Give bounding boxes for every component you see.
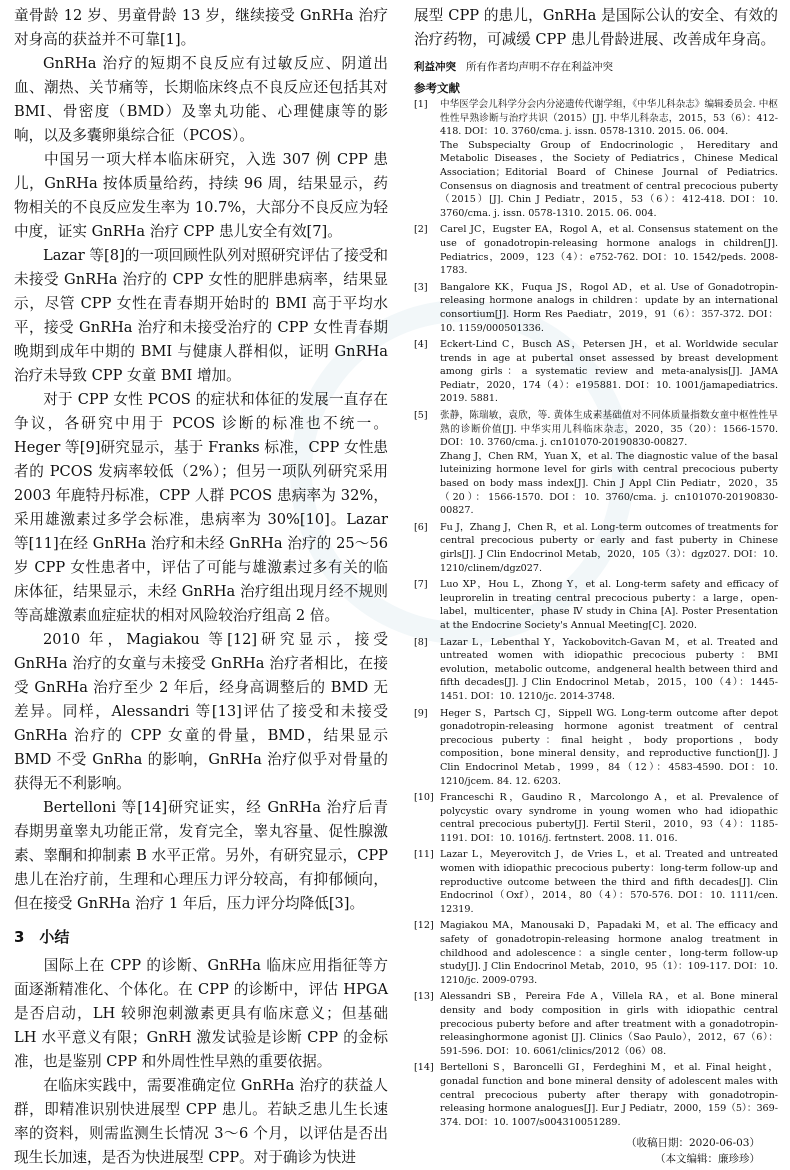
reference-item — [414, 281, 778, 335]
reference-number: [9] — [414, 707, 428, 719]
reference-number: [4] — [414, 339, 428, 351]
reference-text: Heger S，Partsch CJ，Sippell WG. Long-term outcome after depot gonadotropin-releasing hormone agonist treatment of central precocious puberty：final height，body proportions，body composition，bone mineral density，and reproductive function[J]. J Clin Endocrinol Metab，1999，84（12）：4583-4590. DOI：10. 1210/jcem. 84. 12. 6203. — [440, 707, 778, 787]
reference-item — [414, 521, 778, 575]
reference-text: Lazar L，Lebenthal Y，Yackobovitch-Gavan M，et al. Treated and untreated women with idiopathic precocious puberty：BMI evolution，metabolic outcome，andgeneral health between third and fifth decades[J]. J Clin Endocrinol Metab，2015，100（4）：1445-1451. DOI：10. 1210/jc. 2014-3748. — [440, 636, 779, 702]
reference-item — [414, 990, 778, 1058]
reference-number: [6] — [414, 521, 428, 533]
reference-text: Bertelloni S，Baroncelli GI，Ferdeghini M，et al. Final height，gonadal function and bone mineral density of adolescent males with central precocious puberty after therapy with gonadotropin-releasing hormone analogues[J]. Eur J Pediatr，2000，159（5）：369-374. DOI：10. 1007/s004310051289. — [440, 1062, 778, 1128]
paragraph: Bertelloni 等[14]研究证实，经 GnRHa 治疗后青春期男童睾丸功能正常，发育完全，睾丸容量、促性腺激素、睾酮和抑制素 B 水平正常。另外，有研究显示，CPP 患儿在治疗前，生理和心理压力评分较高，有抑郁倾向，但在接受 GnRHa 治疗 1 年后，压力评分均降低[3]。 — [14, 799, 388, 912]
reference-text: Bangalore KK，Fuqua JS，Rogol AD，et al. Use of Gonadotropin-releasing hormone analogs in children：update by an international consortium[J]. Horm Res Paediatr，2019，91（6）：357-372. DOI：10. 1159/000501336. — [440, 281, 778, 334]
reference-item — [414, 707, 778, 789]
reference-text: 中华医学会儿科学分会内分泌遗传代谢学组，《中华儿科杂志》编辑委员会. 中枢性性早熟诊断与治疗共识（2015）[J]. 中华儿科杂志，2015，53（6）：412-418. DOI：10. 3760/cma. j. issn. 0578-1310. 2015. 06. 004. The Subspecialty Group of Endocrinologic，Hereditary and Metabolic Diseases，the Society of Pediatrics，Chinese Medical Association；Editorial Board of Chinese Journal of Pediatrics. Consensus on diagnosis and treatment of central precocious puberty（2015）[J]. Chin J Pediatr，2015，53（6）：412-418. DOI：10. 3760/cma. j. issn. 0578-1310. 2015. 06. 004. — [440, 99, 778, 219]
reference-text: 张静，陈瑞敏，袁欣，等. 黄体生成素基础值对不同体质量指数女童中枢性性早熟的诊断价值[J]. 中华实用儿科临床杂志，2020，35（20）：1566-1570. DOI：10. 3760/cma. j. cn101070-20190830-00827. Zhang J，Chen RM，Yuan X，et al. The diagnostic value of the basal luteinizing hormone level for girls with central precocious puberty based on body mass index[J]. Chin J Appl Clin Pediatr，2020，35（20）：1566-1570. DOI：10. 3760/cma. j. cn101070-20190830-00827. — [440, 410, 778, 517]
reference-text: Luo XP，Hou L，Zhong Y，et al. Long-term safety and efficacy of leuprorelin in treating central precocious puberty：a large，open-label，multicenter，phase Ⅳ study in China [A]. Poster Presentation at the Endocrine Society's Annual Meeting[C]. 2020. — [440, 579, 778, 631]
reference-number: [5] — [414, 410, 428, 422]
reference-number: [2] — [414, 224, 428, 236]
reference-text: Eckert-Lind C，Busch AS，Petersen JH，et al. Worldwide secular trends in age at pubertal onset assessed by breast development among girls：a systematic review and meta-analysis[J]. JAMA Pediatr，2020，174（4）：e195881. DOI：10. 1001/jamapediatrics. 2019. 5881. — [440, 339, 778, 405]
references-title: 参考文献 — [414, 81, 460, 95]
coi-label: 利益冲突 — [414, 61, 456, 73]
left-column — [14, 4, 388, 1170]
reference-text: Franceschi R，Gaudino R，Marcolongo A，et al. Prevalence of polycystic ovary syndrome in young women who had idiopathic central precocious puberty[J]. Fertil Steril，2010，93（4）：1185-1191. DOI：10. 1016/j. fertnstert. 2008. 11. 016. — [440, 792, 778, 844]
paragraph: Lazar 等[8]的一项回顾性队列对照研究评估了接受和未接受 GnRHa 治疗的 CPP 女性的肥胖患病率，结果显示，尽管 CPP 女性在青春期开始时的 BMI 高于平均水平，接受 GnRHa 治疗和未接受治疗的 CPP 女性青春期晚期到成年中期的 BMI 与健康人群相似，证明 GnRHa 治疗未导致 CPP 女童 BMI 增加。 — [14, 247, 388, 384]
reference-number: [3] — [414, 281, 428, 293]
paragraph: 在临床实践中，需要准确定位 GnRHa 治疗的获益人群，即精准识别快进展型 CPP 患儿。若缺乏患儿生长速率的资料，则需监测生长情况 3～6 个月，以评估是否出现生长加速，是否为快进展型 CPP。对于确诊为快进 — [14, 1077, 388, 1166]
reference-item — [414, 338, 778, 406]
reference-item — [414, 223, 778, 277]
reference-number: [10] — [414, 792, 434, 804]
paragraph: 对于 CPP 女性 PCOS 的症状和体征的发展一直存在争议，各研究中用于 PCOS 诊断的标准也不统一。Heger 等[9]研究显示，基于 Franks 标准，CPP 女性患者的 PCOS 发病率较低（2%）；但另一项队列研究采用 2003 年鹿特丹标准，CPP 人群 PCOS 患病率为 32%，采用雄激素过多学会标准，患病率为 30%[10]。Lazar 等[11]在经 GnRHa 治疗和未经 GnRHa 治疗的 25～56 岁 CPP 女性患者中，评估了可能与雄激素过多有关的临床体征，结果显示，未经 GnRHa 治疗组出现月经不规则等高雄激素血症症状的相对风险较治疗组高 2 倍。 — [14, 391, 388, 624]
reference-item — [414, 409, 778, 518]
reference-list — [414, 98, 778, 1129]
reference-item — [414, 919, 778, 987]
reference-text: Alessandri SB，Pereira Fde A，Villela RA，et al. Bone mineral density and body composition in girls with idiopathic central precocious puberty before and after treatment with a gonadotropin-releasinghormone agonist [J]. Clinics（Sao Paulo），2012，67（6）：591-596. DOI：10. 6061/clinics/2012（06）08. — [440, 991, 778, 1057]
paragraph: 国际上在 CPP 的诊断、GnRHa 临床应用指征等方面逐渐精准化、个体化。在 CPP 的诊断中，评估 HPGA 是否启动，LH 较卵泡刺激素更具有临床意义；但基础 LH 水平意义有限；GnRH 激发试验是诊断 CPP 的金标准，也是鉴别 CPP 和外周性性早熟的重要依据。 — [14, 957, 388, 1070]
reference-item — [414, 791, 778, 845]
publication-dates — [414, 1135, 778, 1167]
reference-number: [14] — [414, 1062, 434, 1074]
reference-number: [12] — [414, 920, 434, 932]
reference-text: Fu J，Zhang J，Chen R，et al. Long-term outcomes of treatments for central precocious puberty or early and fast puberty in Chinese girls[J]. J Clin Endocrinol Metab，2020，105（3）：dgz027. DOI：10. 1210/clinem/dgz027. — [440, 521, 778, 574]
paragraph: 2010 年，Magiakou 等[12]研究显示，接受 GnRHa 治疗的女童与未接受 GnRHa 治疗者相比，在接受 GnRHa 治疗至少 2 年后，经身高调整后的 BMD 无差异。同样，Alessandri 等[13]评估了接受和未接受 GnRHa 治疗的 CPP 女童的骨量，BMD，结果显示 BMD 不受 GnRha 的影响，GnRHa 治疗似乎对骨量的获得无不利影响。 — [14, 631, 388, 792]
reference-item — [414, 636, 778, 704]
conflict-of-interest — [414, 58, 778, 76]
reference-number: [1] — [414, 99, 428, 110]
reference-text: Lazar L，Meyerovitch J，de Vries L，et al. Treated and untreated women with idiopathic precocious puberty：long-term follow-up and reproductive outcome between the third and fifth decades[J]. Clin Endocrinol（Oxf），2014，80（4）：570-576. DOI：10. 1111/cen. 12319. — [440, 849, 778, 915]
reference-number: [7] — [414, 579, 428, 591]
reference-text: Carel JC，Eugster EA，Rogol A，et al. Consensus statement on the use of gonadotropin-releasing hormone analogs in children[J]. Pediatrics，2009，123（4）：e752-762. DOI：10. 1542/peds. 2008-1783. — [440, 224, 778, 277]
reference-text: Magiakou MA，Manousaki D，Papadaki M，et al. The efficacy and safety of gonadotropin-releasing hormone analog treatment in childhood and adolescence：a single center，long-term follow-up study[J]. J Clin Endocrinol Metab，2010，95（1）：109-117. DOI：10. 1210/jc. 2009-0793. — [440, 920, 778, 986]
section-title: 3 小结 — [14, 928, 70, 946]
paragraph: 童骨龄 12 岁、男童骨龄 13 岁，继续接受 GnRHa 治疗对身高的获益并不可靠[1]。 — [14, 7, 388, 48]
reference-number: [13] — [414, 991, 434, 1003]
editor-credit: （本文编辑：廉珍珍） — [655, 1153, 760, 1166]
coi-text: 所有作者均声明不存在利益冲突 — [466, 61, 613, 73]
reference-item — [414, 578, 778, 632]
right-column — [414, 4, 778, 1167]
paragraph: 展型 CPP 的患儿，GnRHa 是国际公认的安全、有效的治疗药物，可减缓 CPP 患儿骨龄进展、改善成年身高。 — [414, 7, 778, 48]
received-date: （收稿日期：2020-06-03） — [625, 1137, 760, 1150]
reference-item — [414, 848, 778, 916]
reference-number: [11] — [414, 849, 434, 861]
paragraph: GnRHa 治疗的短期不良反应有过敏反应、阴道出血、潮热、关节痛等，长期临床终点不良反应还包括其对 BMI、骨密度（BMD）及睾丸功能、心理健康等的影响，以及多囊卵巢综合征（PCOS）。 — [14, 55, 388, 144]
reference-number: [8] — [414, 636, 428, 648]
reference-item — [414, 1061, 778, 1129]
reference-item — [414, 98, 778, 220]
paragraph: 中国另一项大样本临床研究，入选 307 例 CPP 患儿，GnRHa 按体质量给药，持续 96 周，结果显示，药物相关的不良反应发生率为 10.7%，大部分不良反应为轻中度，证实 GnRHa 治疗 CPP 患儿安全有效[7]。 — [14, 151, 388, 240]
